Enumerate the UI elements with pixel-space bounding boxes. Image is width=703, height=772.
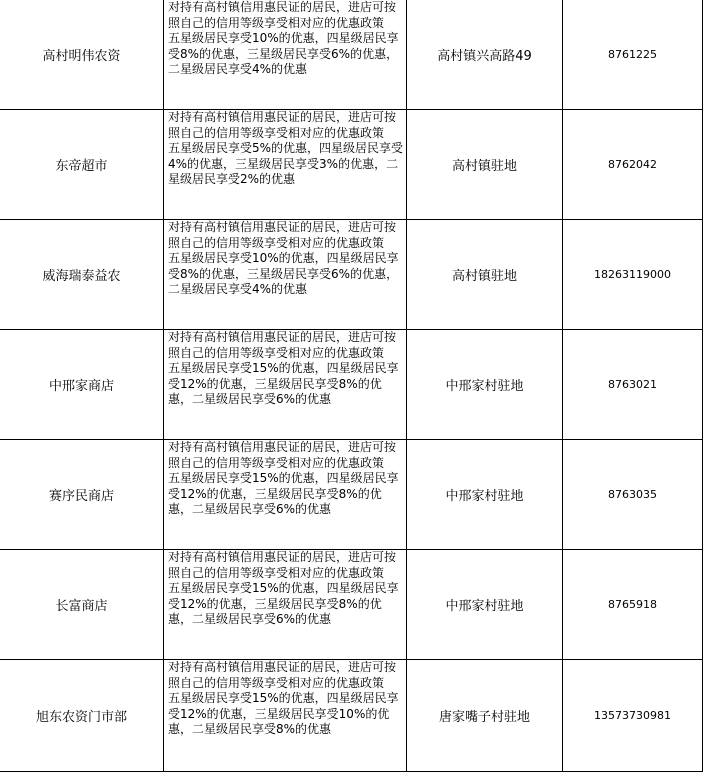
policy-detail: 五星级居民享受15%的优惠，四星级居民享受12%的优惠，三星级居民享受8%的优惠，二星级居民享受6%的优惠 [168,471,399,517]
merchant-address: 高村镇兴高路49 [407,0,563,110]
merchant-address: 唐家嘴子村驻地 [407,660,563,772]
table-row [0,330,703,440]
merchant-phone: 8762042 [563,110,703,220]
merchant-address: 高村镇驻地 [407,110,563,220]
policy-intro: 对持有高村镇信用惠民证的居民，进店可按照自己的信用等级享受相对应的优惠政策 [168,440,397,470]
discount-policy [164,440,407,550]
merchant-address: 中邢家村驻地 [407,550,563,660]
merchant-name: 旭东农资门市部 [0,660,164,772]
table-row [0,550,703,660]
table-row [0,660,703,772]
policy-detail: 五星级居民享受10%的优惠，四星级居民享受8%的优惠，三星级居民享受6%的优惠，二星级居民享受4%的优惠 [168,251,399,297]
merchant-name: 长富商店 [0,550,164,660]
merchant-address: 高村镇驻地 [407,220,563,330]
merchant-name: 高村明伟农资 [0,0,164,110]
merchant-name: 东帝超市 [0,110,164,220]
merchant-name: 中邢家商店 [0,330,164,440]
policy-intro: 对持有高村镇信用惠民证的居民，进店可按照自己的信用等级享受相对应的优惠政策 [168,330,397,360]
policy-intro: 对持有高村镇信用惠民证的居民，进店可按照自己的信用等级享受相对应的优惠政策 [168,220,397,250]
merchant-phone: 18263119000 [563,220,703,330]
discount-policy [164,550,407,660]
merchant-phone: 8765918 [563,550,703,660]
merchant-phone: 8761225 [563,0,703,110]
merchant-phone: 8763035 [563,440,703,550]
discount-policy [164,660,407,772]
policy-detail: 五星级居民享受15%的优惠，四星级居民享受12%的优惠，三星级居民享受8%的优惠，二星级居民享受6%的优惠 [168,581,399,627]
policy-detail: 五星级居民享受10%的优惠，四星级居民享受8%的优惠，三星级居民享受6%的优惠，二星级居民享受4%的优惠 [168,31,399,77]
merchant-phone: 8763021 [563,330,703,440]
table-row [0,110,703,220]
table-row [0,440,703,550]
merchant-address: 中邢家村驻地 [407,330,563,440]
merchant-name: 赛序民商店 [0,440,164,550]
policy-intro: 对持有高村镇信用惠民证的居民，进店可按照自己的信用等级享受相对应的优惠政策 [168,550,397,580]
policy-intro: 对持有高村镇信用惠民证的居民，进店可按照自己的信用等级享受相对应的优惠政策 [168,0,397,30]
discount-policy [164,220,407,330]
policy-detail: 五星级居民享受15%的优惠，四星级居民享受12%的优惠，三星级居民享受10%的优惠，二星级居民享受8%的优惠 [168,691,399,737]
policy-detail: 五星级居民享受15%的优惠，四星级居民享受12%的优惠，三星级居民享受8%的优惠，二星级居民享受6%的优惠 [168,361,399,407]
merchant-address: 中邢家村驻地 [407,440,563,550]
discount-policy [164,110,407,220]
table-row [0,0,703,110]
policy-intro: 对持有高村镇信用惠民证的居民，进店可按照自己的信用等级享受相对应的优惠政策 [168,660,397,690]
merchant-phone: 13573730981 [563,660,703,772]
policy-detail: 五星级居民享受5%的优惠，四星级居民享受4%的优惠，三星级居民享受3%的优惠，二星级居民享受2%的优惠 [168,141,404,187]
table-row [0,220,703,330]
discount-policy [164,0,407,110]
policy-intro: 对持有高村镇信用惠民证的居民，进店可按照自己的信用等级享受相对应的优惠政策 [168,110,397,140]
discount-policy [164,330,407,440]
merchant-name: 威海瑞泰益农 [0,220,164,330]
